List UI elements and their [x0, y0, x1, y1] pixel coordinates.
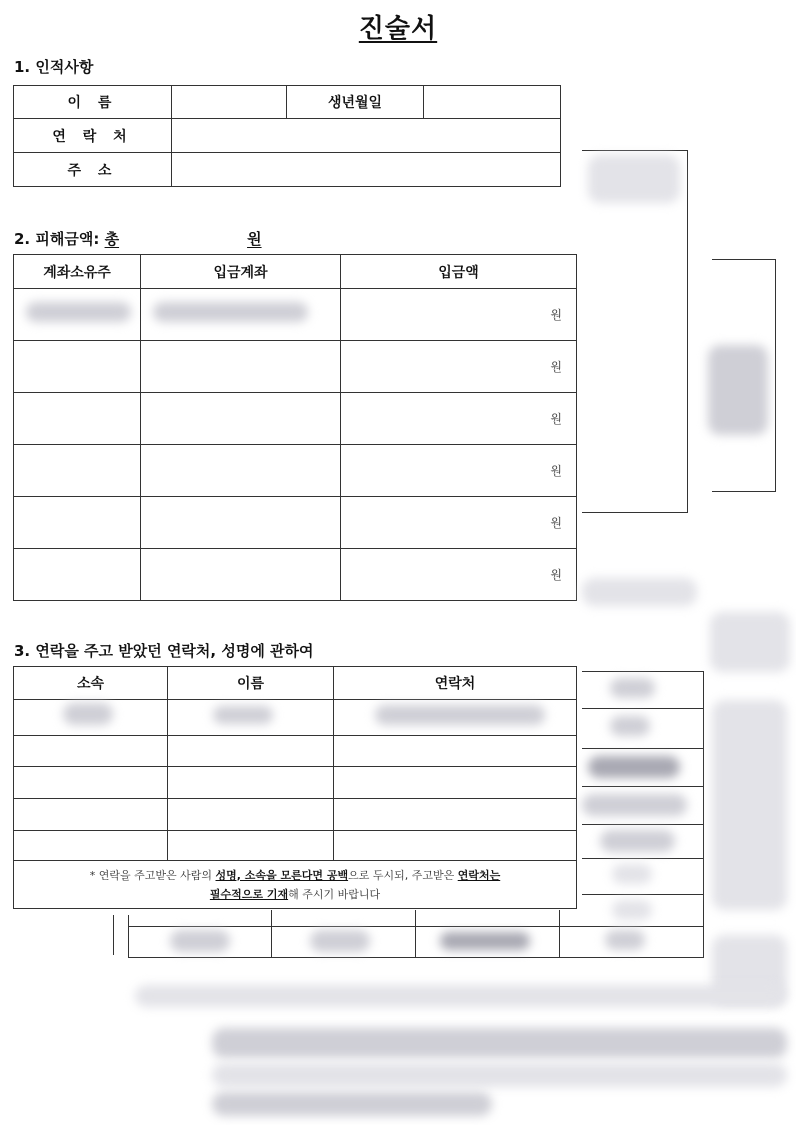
- instruction-note: * 연락을 주고받은 사람의 성명, 소속을 모른다면 공백으로 두시되, 주고받은 연락처는 필수적으로 기재해 주시기 바랍니다: [14, 861, 577, 909]
- page-title: 진술서: [358, 14, 438, 44]
- bg-frame-line: [582, 708, 704, 709]
- col-amount: 입금액: [341, 255, 577, 289]
- won-unit: 원: [341, 393, 577, 445]
- bg-frame-line: [582, 512, 688, 513]
- table-row: [14, 831, 577, 861]
- redacted-block: [26, 302, 131, 322]
- redacted-block: [708, 345, 768, 435]
- bg-frame-line: [687, 150, 688, 512]
- bg-frame-line: [775, 259, 776, 492]
- table-row: [14, 549, 577, 601]
- bg-frame-line: [415, 910, 416, 958]
- damage-heading-label: 2. 피해금액:: [14, 230, 100, 248]
- table-row: [14, 736, 577, 767]
- bg-frame-line: [128, 957, 704, 958]
- redacted-block: [582, 578, 697, 606]
- damage-total[interactable]: 총 원: [104, 230, 262, 248]
- redacted-block: [170, 930, 230, 952]
- redacted-block: [63, 703, 113, 725]
- won-unit: 원: [341, 341, 577, 393]
- table-row: [14, 799, 577, 831]
- address-field[interactable]: [172, 153, 561, 187]
- redacted-block: [610, 716, 650, 736]
- table-row: [14, 497, 577, 549]
- name-label: 이 름: [14, 86, 172, 119]
- redacted-block: [712, 700, 787, 910]
- redacted-block: [212, 1063, 787, 1087]
- table-row: [14, 341, 577, 393]
- section1-heading: 1. 인적사항: [14, 58, 94, 76]
- redacted-block: [375, 705, 545, 725]
- redacted-block: [710, 612, 790, 672]
- bg-frame-line: [582, 824, 704, 825]
- name-field[interactable]: [172, 86, 287, 119]
- col-account: 입금계좌: [141, 255, 341, 289]
- bg-frame-line: [271, 910, 272, 958]
- redacted-block: [440, 932, 530, 950]
- redacted-block: [612, 864, 652, 884]
- won-unit: 원: [341, 549, 577, 601]
- col-affiliation: 소속: [14, 667, 168, 700]
- redacted-block: [135, 985, 785, 1007]
- bg-frame-line: [582, 671, 704, 672]
- contact-label: 연 락 처: [14, 119, 172, 153]
- bg-frame-line: [582, 894, 704, 895]
- redacted-block: [212, 1028, 787, 1058]
- bg-frame-line: [128, 915, 129, 958]
- table-row: [14, 445, 577, 497]
- section3-heading: 3. 연락을 주고 받았던 연락처, 성명에 관하여: [14, 642, 314, 660]
- col-contact: 연락처: [334, 667, 577, 700]
- redacted-block: [588, 756, 680, 778]
- won-unit: 원: [341, 497, 577, 549]
- won-unit: 원: [341, 289, 577, 341]
- table-row: [14, 767, 577, 799]
- bg-frame-line: [712, 491, 776, 492]
- bg-frame-line: [582, 150, 687, 151]
- bg-frame-line: [703, 671, 704, 958]
- redacted-block: [612, 900, 652, 920]
- contact-field[interactable]: [172, 119, 561, 153]
- redacted-block: [213, 706, 273, 724]
- bg-frame-line: [113, 915, 114, 955]
- redacted-block: [605, 930, 645, 950]
- personal-info-table: [13, 85, 561, 187]
- birth-label: 생년월일: [287, 86, 424, 119]
- bg-frame-line: [582, 858, 704, 859]
- col-name: 이름: [168, 667, 334, 700]
- bg-frame-line: [128, 926, 704, 927]
- bg-frame-line: [712, 259, 776, 260]
- redacted-block: [610, 678, 655, 698]
- bg-frame-line: [582, 786, 704, 787]
- redacted-block: [582, 794, 687, 816]
- section2-heading: [14, 228, 262, 249]
- table-row: [14, 393, 577, 445]
- bg-frame-line: [559, 910, 560, 958]
- bg-frame-line: [582, 748, 704, 749]
- redacted-block: [153, 302, 308, 322]
- redacted-block: [310, 930, 370, 952]
- address-label: 주 소: [14, 153, 172, 187]
- redacted-block: [212, 1092, 492, 1116]
- birth-field[interactable]: [424, 86, 561, 119]
- won-unit: 원: [341, 445, 577, 497]
- redacted-block: [588, 155, 680, 203]
- col-owner: 계좌소유주: [14, 255, 141, 289]
- redacted-block: [600, 830, 675, 852]
